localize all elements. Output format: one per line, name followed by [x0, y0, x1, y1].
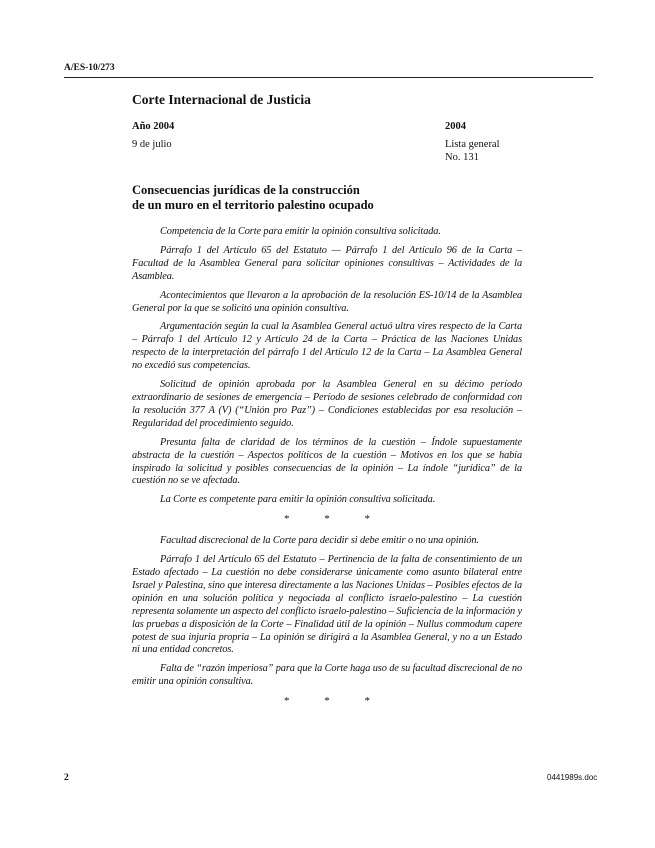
summary-paragraph-8: Facultad discrecional de la Corte para decidir si debe emitir o no una opinión.	[160, 535, 479, 547]
summary-paragraph-7: La Corte es competente para emitir la opinión consultiva solicitada.	[160, 494, 436, 506]
court-name: Corte Internacional de Justicia	[132, 92, 311, 107]
case-title-line-1: Consecuencias jurídicas de la construcción	[132, 183, 360, 197]
general-list-label: Lista general	[445, 139, 500, 150]
summary-paragraph-9: Párrafo 1 del Artículo 65 del Estatuto – Pertinencia de la falta de consentimiento de un Estado afectado – La cuestión no debe considerarse únicamente como asunto bilateral entre Israel y Palestina, sino que interesa directamente a las Naciones Unidas – Posibles efectos de la opinión en una solución política y negociada al conflicto israelo-palestino – La cuestión representa solamente un aspecto del conflicto israelo-palestino – Suficiencia de la información y las pruebas a disposición de la Corte – Finalidad útil de la opinión – Nullus commodum capere potest de sua injuria propria – La opinión se dirigirá a la Asamblea General, y no a un Estado ni una entidad concretos.	[132, 554, 522, 656]
file-reference: 0441989s.doc	[547, 773, 598, 782]
summary-paragraph-5: Solicitud de opinión aprobada por la Asamblea General en su décimo período extraordinario de sesiones de emergencia – Período de sesiones celebrado de conformidad con la resolución 377 A (V) (“Unión pro Paz”) – Condiciones establecidas por esa resolución – Regularidad del procedimiento seguido.	[132, 379, 522, 429]
section-separator-2: * * *	[284, 695, 386, 708]
case-title-line-2: de un muro en el territorio palestino ocupado	[132, 198, 374, 212]
page-number: 2	[64, 773, 69, 783]
meta-left-block	[132, 121, 174, 152]
summary-body	[132, 226, 522, 717]
year-number: 2004	[445, 121, 466, 132]
header-divider	[64, 77, 593, 78]
section-separator: * * *	[284, 513, 386, 526]
summary-paragraph-2: Párrafo 1 del Artículo 65 del Estatuto — Párrafo 1 del Artículo 96 de la Carta – Facultad de la Asamblea General para solicitar opiniones consultivas – Actividades de la Asamblea.	[132, 244, 522, 282]
case-title	[132, 183, 512, 213]
summary-paragraph-3: Acontecimientos que llevaron a la aprobación de la resolución ES-10/14 de la Asamblea General por la que se solicitó una opinión consultiva.	[132, 289, 522, 314]
summary-paragraph-10: Falta de “razón imperiosa” para que la Corte haga uso de su facultad discrecional de no emitir una opinión consultiva.	[132, 663, 522, 688]
summary-paragraph-1: Competencia de la Corte para emitir la opinión consultiva solicitada.	[160, 226, 441, 237]
summary-paragraph-4: Argumentación según la cual la Asamblea General actuó ultra vires respecto de la Carta – Párrafo 1 del Artículo 12 y Artículo 24 de la Carta – Práctica de las Naciones Unidas respecto de la interpretación del párrafo 1 del Artículo 12 de la Carta – La Asamblea General no excedió sus competencias.	[132, 321, 522, 372]
document-symbol: A/ES-10/273	[64, 63, 115, 73]
year-label: Año 2004	[132, 121, 175, 132]
general-list-number: No. 131	[445, 151, 479, 163]
date-label: 9 de julio	[132, 139, 172, 150]
summary-paragraph-6: Presunta falta de claridad de los términos de la cuestión – Índole supuestamente abstracta de la cuestión – Aspectos políticos de la cuestión – Motivos en los que se había inspirado la solicitud y posibles consecuencias de la opinión – La índole “jurídica” de la cuestión no se ve afectada.	[132, 436, 522, 487]
meta-right-block	[445, 121, 500, 164]
